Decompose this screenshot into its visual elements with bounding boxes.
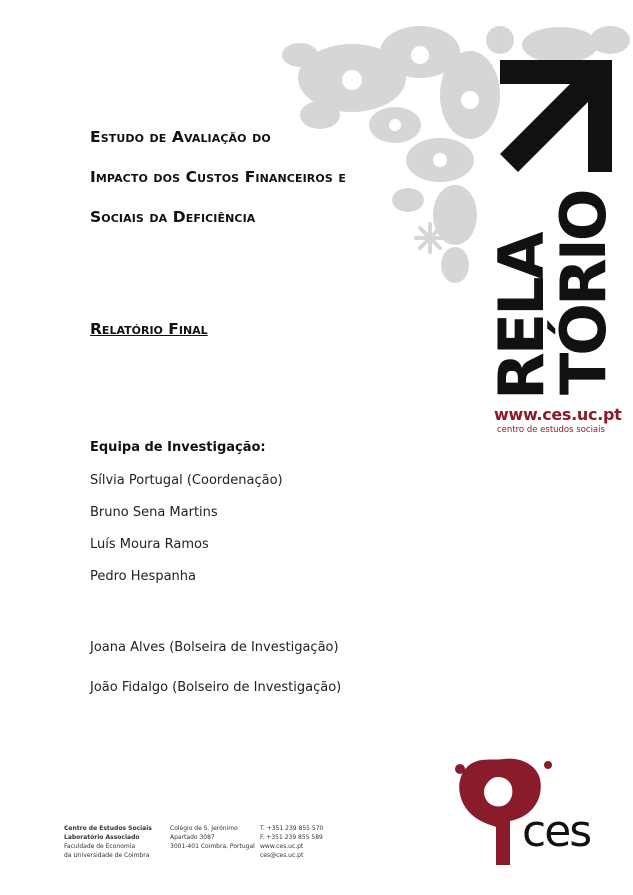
research-scholars	[90, 638, 341, 718]
report-title	[90, 126, 410, 246]
footer-line: Faculdade de Economia	[64, 843, 136, 850]
ces-wordmark: ces	[522, 806, 591, 857]
footer-line: T. +351 239 855 570	[260, 825, 324, 832]
relatorio-word-top: RELA	[485, 234, 558, 400]
ces-website: www.ces.uc.pt	[494, 405, 622, 424]
footer-line: Centro de Estudos Sociais	[64, 825, 152, 832]
team-member: Bruno Sena Martins	[90, 505, 218, 520]
footer-line: Apartado 3087	[170, 834, 215, 841]
title-line-3: Sociais da Deficiência	[90, 208, 256, 226]
footer-line: ces@ces.uc.pt	[260, 852, 304, 859]
research-scholar: Joana Alves (Bolseira de Investigação)	[90, 640, 339, 655]
footer-contacts	[260, 824, 323, 860]
title-line-2: Impacto dos Custos Financeiros e	[90, 168, 346, 186]
research-scholar: João Fidalgo (Bolseiro de Investigação)	[90, 680, 342, 695]
footer-line: Laboratório Associado	[64, 834, 140, 841]
footer-line: www.ces.uc.pt	[260, 843, 304, 850]
team-member: Luís Moura Ramos	[90, 537, 209, 552]
footer-line: 3001-401 Coimbra, Portugal	[170, 843, 255, 850]
team-members	[90, 471, 283, 599]
team-member: Sílvia Portugal (Coordenação)	[90, 473, 283, 488]
team-member: Pedro Hespanha	[90, 569, 196, 584]
title-line-1: Estudo de Avaliação do	[90, 128, 271, 146]
team-heading: Equipa de Investigação:	[90, 440, 266, 455]
report-subtitle: Relatório Final	[90, 320, 208, 338]
footer-line: Colégio de S. Jerónimo	[170, 825, 238, 832]
footer-line: da Universidade de Coimbra	[64, 852, 150, 859]
footer-address	[170, 824, 255, 851]
footer-line: F. +351 239 855 589	[260, 834, 323, 841]
relatorio-word-bottom: TÓRIO	[547, 191, 620, 395]
ces-tagline: centro de estudos sociais	[497, 425, 605, 435]
footer-institution	[64, 824, 152, 860]
